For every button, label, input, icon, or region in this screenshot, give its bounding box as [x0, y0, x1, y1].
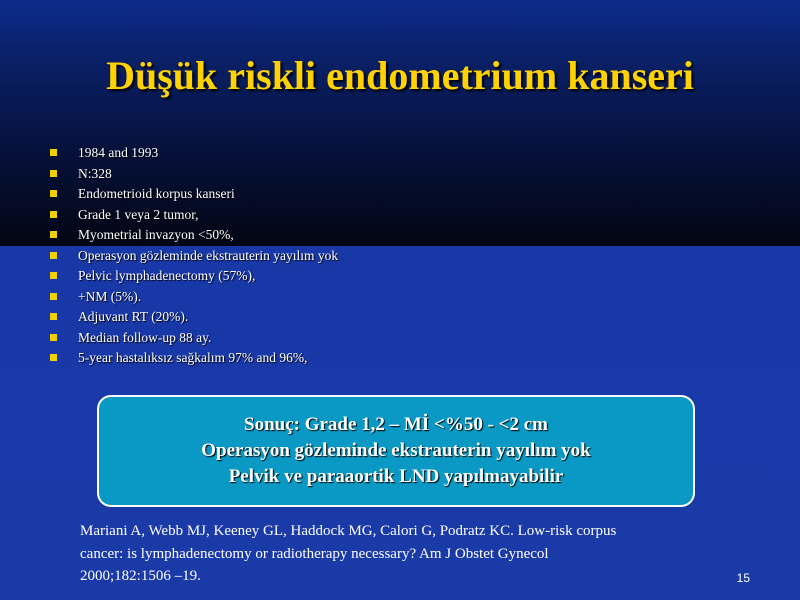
conclusion-box — [97, 395, 695, 507]
bullet-square-icon — [50, 354, 57, 361]
bullet-square-icon — [50, 293, 57, 300]
bullet-item: Endometrioid korpus kanseri — [50, 184, 338, 205]
bullet-item: Operasyon gözleminde ekstrauterin yayılım yok — [50, 246, 338, 267]
bullet-square-icon — [50, 272, 57, 279]
page-number: 15 — [736, 571, 750, 585]
bullet-item: 5-year hastalıksız sağkalım 97% and 96%, — [50, 348, 338, 369]
bullet-square-icon — [50, 252, 57, 259]
bullet-list — [50, 143, 338, 369]
bullet-item: 1984 and 1993 — [50, 143, 338, 164]
reference-line: 2000;182:1506 –19. — [80, 568, 201, 584]
bullet-item: Pelvic lymphadenectomy (57%), — [50, 266, 338, 287]
slide-title: Düşük riskli endometrium kanseri — [106, 53, 694, 98]
bullet-square-icon — [50, 334, 57, 341]
reference-line: Mariani A, Webb MJ, Keeney GL, Haddock MG, Calori G, Podratz KC. Low-risk corpus — [80, 523, 617, 539]
bullet-square-icon — [50, 231, 57, 238]
conclusion-line: Sonuç: Grade 1,2 – Mİ <%50 - <2 cm — [244, 414, 548, 435]
reference-line: cancer: is lymphadenectomy or radiotherapy necessary? Am J Obstet Gynecol — [80, 545, 549, 562]
bullet-square-icon — [50, 170, 57, 177]
bullet-square-icon — [50, 313, 57, 320]
reference-citation — [80, 520, 740, 588]
bullet-square-icon — [50, 211, 57, 218]
bullet-square-icon — [50, 149, 57, 156]
bullet-square-icon — [50, 190, 57, 197]
conclusion-line: Operasyon gözleminde ekstrauterin yayılım yok — [201, 440, 591, 461]
bullet-item: Myometrial invazyon <50%, — [50, 225, 338, 246]
bullet-item: N:328 — [50, 164, 338, 185]
bullet-item: Median follow-up 88 ay. — [50, 328, 338, 349]
conclusion-line: Pelvik ve paraaortik LND yapılmayabilir — [228, 466, 564, 487]
bullet-item: Grade 1 veya 2 tumor, — [50, 205, 338, 226]
bullet-item: +NM (5%). — [50, 287, 338, 308]
bullet-item: Adjuvant RT (20%). — [50, 307, 338, 328]
